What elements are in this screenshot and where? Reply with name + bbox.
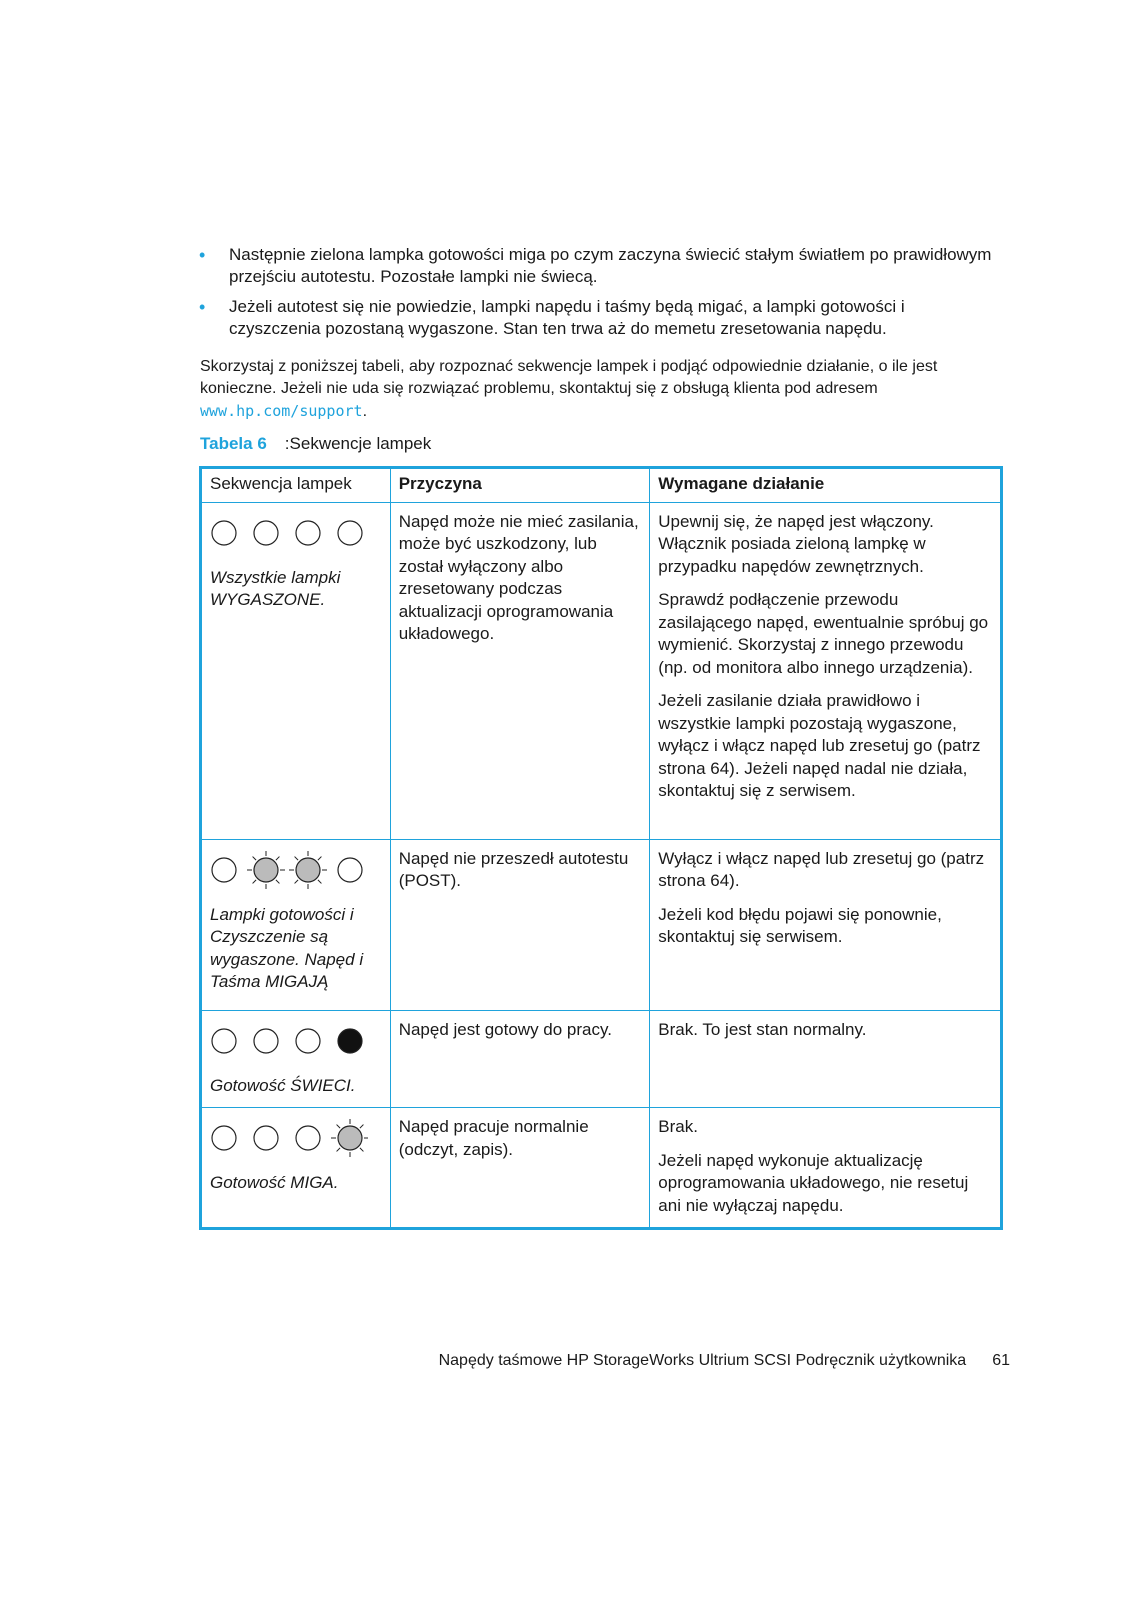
lamp-off-icon — [254, 521, 278, 545]
bullet-item — [197, 296, 997, 340]
action-text: Brak. To jest stan normalny. — [658, 1019, 867, 1039]
lamp-off-icon — [212, 858, 236, 882]
support-link[interactable]: www.hp.com/support — [200, 402, 363, 420]
intro-text: Skorzystaj z poniższej tabeli, aby rozpoznać sekwencje lampek i podjąć odpowiednie działanie, o ile jest konieczne. Jeżeli nie uda się rozwiązać problemu, skontaktuj się z obsługą klienta pod adresem — [200, 358, 938, 397]
table-row — [201, 502, 1002, 839]
action-text: Brak. — [658, 1117, 698, 1136]
lamp-state: Lampki gotowości i Czyszczenie są wygaszone. Napęd i Taśma MIGAJĄ — [210, 904, 364, 991]
lamp-off-icon — [254, 1126, 278, 1150]
action-cell — [650, 1010, 1002, 1108]
bullet-dot-icon: • — [199, 245, 206, 265]
header-sequence: Sekwencja lampek — [201, 468, 391, 503]
lamp-off-icon — [212, 521, 236, 545]
cause-cell — [390, 502, 650, 839]
lamp-flash-icon — [331, 1119, 368, 1157]
table-header-row — [201, 468, 1002, 503]
cause-text: Napęd nie przeszedł autotestu (POST). — [398, 848, 629, 890]
lamp-sequence-icon — [208, 1021, 368, 1061]
lamp-sequence-icon — [208, 513, 368, 553]
action-text: Jeżeli napęd wykonuje aktualizację oprogramowania układowego, nie resetuj ani nie wyłączaj napędu. — [658, 1150, 969, 1215]
lamp-state: Gotowość MIGA. — [210, 1173, 339, 1192]
table-row — [201, 1108, 1002, 1229]
action-text: Wyłącz i włącz napęd lub zresetuj go (patrz strona 64). — [658, 848, 985, 890]
cause-text: Napęd pracuje normalnie (odczyt, zapis). — [398, 1117, 589, 1159]
caption-title: :Sekwencje lampek — [284, 434, 432, 453]
lamp-flash-icon — [247, 851, 285, 889]
intro-end: . — [362, 403, 368, 420]
lamp-off-icon — [338, 521, 362, 545]
cause-cell — [390, 1108, 650, 1229]
cause-text: Napęd jest gotowy do pracy. — [398, 1019, 612, 1039]
caption-number: 6 — [257, 434, 267, 453]
sequence-cell — [201, 839, 391, 1010]
bullet-item — [197, 244, 997, 288]
lamp-flash-icon — [289, 851, 327, 889]
caption-label: Tabela — [200, 434, 253, 453]
action-text: Sprawdź podłączenie przewodu zasilającego napęd, ewentualnie spróbuj go wymienić. Skorzystaj z innego przewodu (np. od monitora albo innego urządzenia). — [658, 590, 989, 677]
lamp-off-icon — [212, 1029, 236, 1053]
page-footer — [0, 1352, 1010, 1370]
bullet-text: Następnie zielona lampka gotowości miga po czym zaczyna świecić stałym światłem po prawidłowym przejściu autotestu. Pozostałe lampki nie świecą. — [229, 245, 992, 286]
lamp-sequence-icon — [208, 850, 368, 890]
bullet-dot-icon: • — [199, 297, 206, 317]
lamp-off-icon — [254, 1029, 278, 1053]
table-caption — [200, 433, 431, 455]
lamp-state: Gotowość ŚWIECI. — [210, 1075, 356, 1095]
sequence-cell — [201, 1108, 391, 1229]
bullet-list — [197, 244, 997, 348]
action-cell — [650, 502, 1002, 839]
action-cell — [650, 839, 1002, 1010]
cause-cell — [390, 839, 650, 1010]
sequence-cell — [201, 502, 391, 839]
action-text: Jeżeli kod błędu pojawi się ponownie, skontaktuj się serwisem. — [658, 904, 942, 946]
action-text: Jeżeli zasilanie działa prawidłowo i wszystkie lampki pozostają wygaszone, wyłącz i włącz napęd lub zresetuj go (patrz strona 64). Jeżeli napęd nadal nie działa, skontaktuj się z serwisem. — [658, 691, 981, 800]
page-number: 61 — [992, 1352, 1010, 1369]
cause-cell — [390, 1010, 650, 1108]
lamp-off-icon — [296, 1126, 320, 1150]
lamp-state: Wszystkie lampki WYGASZONE. — [210, 567, 341, 609]
lamp-sequence-table — [199, 466, 1003, 1230]
lamp-off-icon — [296, 521, 320, 545]
lamp-off-icon — [296, 1029, 320, 1053]
lamp-off-icon — [338, 858, 362, 882]
action-text: Upewnij się, że napęd jest włączony. Włącznik posiada zieloną lampkę w przypadku napędów zewnętrznych. — [658, 511, 934, 576]
header-cause: Przyczyna — [390, 468, 650, 503]
table-row — [201, 1010, 1002, 1108]
table-row — [201, 839, 1002, 1010]
bullet-text: Jeżeli autotest się nie powiedzie, lampki napędu i taśmy będą migać, a lampki gotowości i czyszczenia pozostaną wygaszone. Stan ten trwa aż do memetu zresetowania napędu. — [229, 297, 905, 338]
footer-title: Napędy taśmowe HP StorageWorks Ultrium SCSI Podręcznik użytkownika — [438, 1352, 967, 1369]
header-action: Wymagane działanie — [650, 468, 1002, 503]
intro-paragraph — [200, 356, 1000, 423]
cause-text: Napęd może nie mieć zasilania, może być uszkodzony, lub został wyłączony albo zresetowany podczas aktualizacji oprogramowania układowego. — [398, 511, 639, 643]
action-cell — [650, 1108, 1002, 1229]
lamp-off-icon — [212, 1126, 236, 1150]
lamp-on-icon — [338, 1029, 362, 1053]
sequence-cell — [201, 1010, 391, 1108]
lamp-sequence-icon — [208, 1118, 368, 1158]
